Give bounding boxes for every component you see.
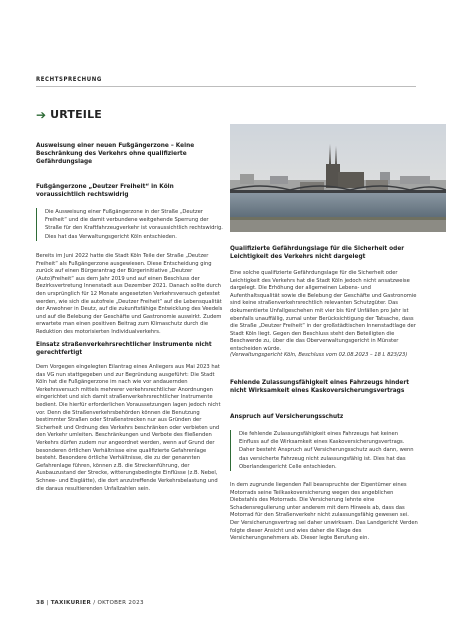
section-title: URTEILE <box>50 108 103 121</box>
case2-subhead: Fehlende Zulassungsfähigkeit eines Fahrzeugs hindert nicht Wirksamkeit eines Kaskoversicherungsvertrags <box>230 380 409 394</box>
case1-subhead: Fußgängerzone „Deutzer Freiheit“ in Köln voraussichtlich rechtswidrig <box>36 184 174 198</box>
case2-subhead-2: Anspruch auf Versicherungsschutz <box>230 414 344 420</box>
rubric-divider <box>36 86 416 87</box>
magazine-name: TAXIKURIER <box>50 600 92 606</box>
case1-paragraph-3: Eine solche qualifizierte Gefährdungslage für die Sicherheit oder Leichtigkeit des Verkehrs hat die Stadt Köln jedoch nicht ansatzweise dargelegt. Die Erhöhung der allgemeinen Lebens- und Aufenthaltsqualität sowie die Belebung der Geschäfte und Gastronomie sind keine straßenverkehrsrechtlich relevanten Schutzgüter. Das dokumentierte Unfallgeschehen mit vier bis fünf Unfällen pro Jahr ist ebenfalls unauffällig, zumal unter Berücksichtigung der Tatsache, dass die Straße „Deutzer Freiheit“ in der großstädtischen Innenstadtlage der Stadt Köln liegt. Gegen den Beschluss steht den Beteiligten die Beschwerde zu, über die das Oberverwaltungsgericht in Münster entscheiden würde. <box>230 270 417 352</box>
cologne-skyline-photo <box>230 124 446 232</box>
case1-subhead-2: Einsatz straßenverkehrsrechtlicher Instrumente nicht gerechtfertigt <box>36 342 212 356</box>
page-number: 38 <box>36 600 45 606</box>
case2-summary: Die fehlende Zulassungsfähigkeit eines Fahrzeugs hat keinen Einfluss auf die Wirksamkeit eines Kaskoversicherungsvertrags. Daher besteht Anspruch auf Versicherungsschutz auch dann, wenn das versicherte Fahrzeug nicht zulassungsfähig ist. Dies hat das Oberlandesgericht Celle entschieden. <box>230 430 418 471</box>
footer-separator: / <box>93 600 98 606</box>
case1-paragraph-2: Dem Vorgegen eingelegten Eilantrag eines Anliegers aus Mai 2023 hat das VG nun stattgegeben und zur Begründung ausgeführt: Die Stadt Köln hat die Fußgängerzone im nach wie vor andauernden Verkehrsversuch mittels mehrerer verkehrsrechtlicher Anordnungen eingerichtet und sich damit straßenverkehrsrechtlicher Instrumente bedient. Die hierfür erforderlichen Voraussetzungen lagen jedoch nicht vor. Denn die Straßenverkehrsbehörden können die Benutzung bestimmter Straßen oder Straßenstrecken nur aus Gründen der Sicherheit und Ordnung des Verkehrs beschränken oder verbieten und den Verkehr umleiten. Beschränkungen und Verbote des fließenden Verkehrs dürfen zudem nur angeordnet werden, wenn auf Grund der besonderen örtlichen Verhältnisse eine qualifizierte Gefahrenlage besteht. Besondere örtliche Verhältnisse, die zu der genannten Gefahrenlage führen, können z.B. die Streckenführung, der Ausbauzustand der Strecke, witterungsbedingte Einflüsse (z.B. Nebel, Schnee- und Eisglätte), die dort anzutreffende Verkehrsbelastung und die daraus resultierenden Unfallzahlen sein. <box>36 364 221 492</box>
case1-summary: Die Ausweisung einer Fußgängerzone in der Straße „Deutzer Freiheit“ und die damit verbundene weitgehende Sperrung der Straße für den Kraftfahrzeugverkehr ist voraussichtlich rechtswidrig. Dies hat das Verwaltungsgericht Köln entschieden. <box>36 208 224 241</box>
case2-paragraph-1: In dem zugrunde liegenden Fall beanspruchte der Eigentümer eines Motorrads seine Teilkaskoversicherung wegen des angeblichen Diebstahls des Motorrads. Die Versicherung lehnte eine Schadensregulierung unter anderem mit dem Hinweis ab, dass das Motorrad für den Straßenverkehr nicht zulassungsfähig gewesen sei. Der Versicherungsvertrag sei daher unwirksam. Das Landgericht Verden folgte dieser Ansicht und wies daher die Klage des Versicherungsnehmers ab. Dieser legte Berufung ein. <box>230 482 418 542</box>
footer-separator: | <box>46 600 51 606</box>
section-rubric: RECHTSPRECHUNG <box>36 76 102 83</box>
case1-subhead-3: Qualifizierte Gefährdungslage für die Sicherheit oder Leichtigkeit des Verkehrs nicht dargelegt <box>230 246 405 260</box>
issue-date: OKTOBER 2023 <box>97 600 144 606</box>
case1-citation: (Verwaltungsgericht Köln, Beschluss vom 02.08.2023 – 18 L 823/23) <box>230 352 408 358</box>
page-footer <box>36 600 144 606</box>
case1-paragraph-1: Bereits im Juni 2022 hatte die Stadt Köln Teile der Straße „Deutzer Freiheit“ als Fußgängerzone ausgewiesen. Diese Entscheidung ging zurück auf einen Bürgerantrag der Bürgerinitiative „Deutzer (Auto)Freiheit“ aus dem Jahr 2019 und auf einen Beschluss der Bezirksvertretung Innenstadt aus Dezember 2021. Danach sollte durch den ursprünglich für 12 Monate angesetzten Verkehrsversuch getestet werden, wie sich die autofreie „Deutzer Freiheit“ auf die Lebensqualität der Anwohner in Deutz, auf die zukunftsfähige Entwicklung des Veedels und auf die Belebung der Geschäfte und Gastronomie auswirkt. Zudem erwartete man einen positiven Beitrag zum Klimaschutz durch die Reduktion des motorisierten Individualverkehrs. <box>36 253 223 335</box>
section-heading <box>36 108 102 121</box>
lead-heading: Ausweisung einer neuen Fußgängerzone – Keine Beschränkung des Verkehrs ohne qualifizierte Gefährdungslage <box>36 143 195 165</box>
arrow-right-icon: ➔ <box>36 107 47 122</box>
